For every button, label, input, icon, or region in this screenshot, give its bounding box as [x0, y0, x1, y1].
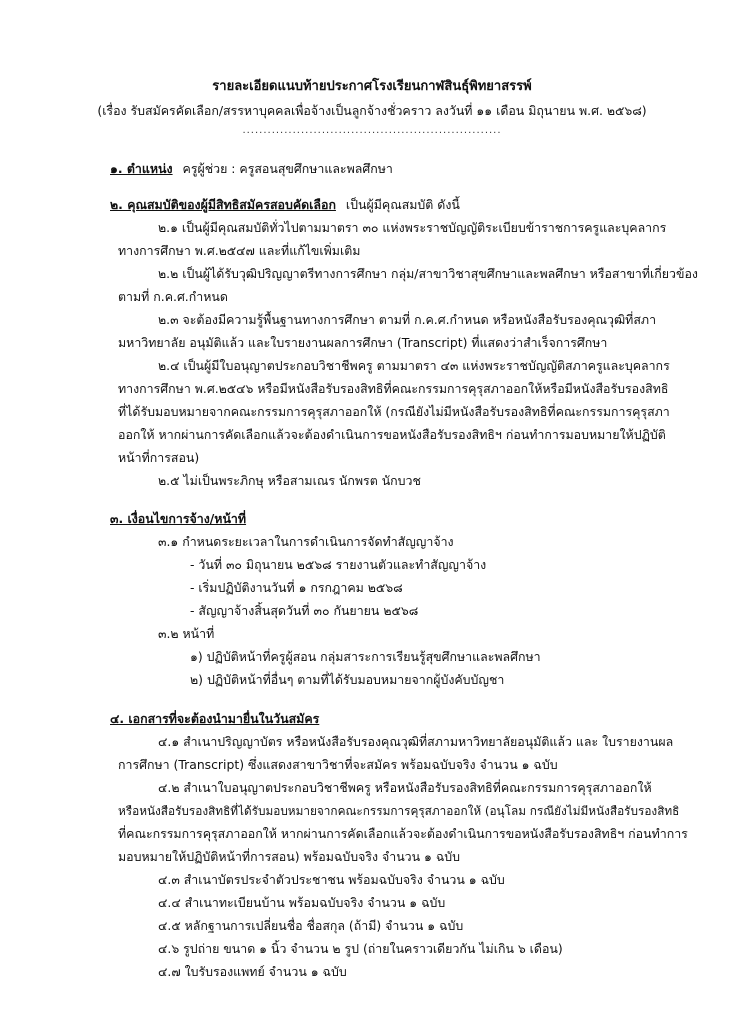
section-2-heading: ๒. คุณสมบัติของผู้มีสิทธิสมัครสอบคัดเลือก: [110, 197, 336, 212]
section-3-line: - วันที่ ๓๐ มิถุนายน ๒๕๖๘ รายงานตัวและทำสัญญาจ้าง: [190, 557, 487, 572]
section-2-line: ที่ได้รับมอบหมายจากคณะกรรมการคุรุสภาออกให้ (กรณียังไม่มีหนังสือรับรองสิทธิที่คณะกรรมการคุรุสภา: [118, 404, 670, 419]
section-4-heading: ๔. เอกสารที่จะต้องนำมายื่นในวันสมัคร: [110, 711, 320, 726]
section-2-line: ๒.๔ เป็นผู้มีใบอนุญาตประกอบวิชาชีพครู ตามมาตรา ๔๓ แห่งพระราชบัญญัติสภาครูและบุคลากร: [158, 358, 670, 373]
section-2-line: หน้าที่การสอน): [118, 450, 200, 465]
page-title: รายละเอียดแนบท้ายประกาศโรงเรียนกาฬสินธุ์พิทยาสรรพ์: [212, 79, 532, 94]
section-4-line: หรือหนังสือรับรองสิทธิที่ได้รับมอบหมายจากคณะกรรมการคุรุสภาออกให้ (อนุโลม กรณียังไม่มีหนังสือรับรองสิทธิ: [118, 804, 680, 818]
section-2: [110, 194, 460, 216]
section-3-line: - สัญญาจ้างสิ้นสุดวันที่ ๓๐ กันยายน ๒๕๖๘: [190, 603, 419, 618]
section-3-line: ๑) ปฏิบัติหน้าที่ครูผู้สอน กลุ่มสาระการเรียนรู้สุขศึกษาและพลศึกษา: [190, 649, 541, 664]
section-3-heading: ๓. เงื่อนไขการจ้าง/หน้าที่: [110, 511, 247, 526]
section-3-line: ๓.๑ กำหนดระยะเวลาในการดำเนินการจัดทำสัญญาจ้าง: [158, 534, 454, 549]
section-2-line: ออกให้ หากผ่านการคัดเลือกแล้วจะต้องดำเนินการขอหนังสือรับรองสิทธิฯ ก่อนทำการมอบหมายให้ปฏิบัติ: [118, 427, 666, 442]
section-4-line: มอบหมายให้ปฏิบัติหน้าที่การสอน) พร้อมฉบับจริง จำนวน ๑ ฉบับ: [118, 849, 461, 864]
section-2-line: ตามที่ ก.ค.ศ.กำหนด: [118, 289, 228, 304]
section-1-text: ครูผู้ช่วย : ครูสอนสุขศึกษาและพลศึกษา: [182, 161, 393, 176]
section-4-line: ๔.๓ สำเนาบัตรประจำตัวประชาชน พร้อมฉบับจริง จำนวน ๑ ฉบับ: [158, 872, 505, 887]
section-4-line: ๔.๔ สำเนาทะเบียนบ้าน พร้อมฉบับจริง จำนวน ๑ ฉบับ: [158, 895, 446, 910]
section-2-line: ทางการศึกษา พ.ศ.๒๕๔๗ และที่แก้ไขเพิ่มเติม: [118, 243, 361, 258]
section-4-line: ๔.๗ ใบรับรองแพทย์ จำนวน ๑ ฉบับ: [158, 964, 347, 979]
section-4-line: ที่คณะกรรมการคุรุสภาออกให้ หากผ่านการคัดเลือกแล้วจะต้องดำเนินการขอหนังสือรับรองสิทธิฯ ก่อนทำการ: [118, 826, 688, 841]
separator-dots: ..............................................................: [242, 125, 502, 136]
section-4-line: การศึกษา (Transcript) ซึ่งแสดงสาขาวิชาที่จะสมัคร พร้อมฉบับจริง จำนวน ๑ ฉบับ: [118, 757, 558, 772]
section-4-line: ๔.๖ รูปถ่าย ขนาด ๑ นิ้ว จำนวน ๒ รูป (ถ่ายในคราวเดียวกัน ไม่เกิน ๖ เดือน): [158, 941, 563, 956]
section-2-line: ๒.๓ จะต้องมีความรู้พื้นฐานทางการศึกษา ตามที่ ก.ค.ศ.กำหนด หรือหนังสือรับรองคุณวุฒิที่สภา: [158, 312, 657, 327]
section-2-line: ทางการศึกษา พ.ศ.๒๕๔๖ หรือมีหนังสือรับรองสิทธิที่คณะกรรมการคุรุสภาออกให้หรือมีหนังสือรับรองสิทธิ: [118, 381, 669, 396]
section-1-heading: ๑. ตำแหน่ง: [110, 161, 173, 176]
section-3-line: ๓.๒ หน้าที่: [158, 626, 215, 641]
section-2-line: ๒.๒ เป็นผู้ได้รับวุฒิปริญญาตรีทางการศึกษา กลุ่ม/สาขาวิชาสุขศึกษาและพลศึกษา หรือสาขาที่เกี่ยวข้อง: [158, 266, 698, 281]
section-3-line: - เริ่มปฏิบัติงานวันที่ ๑ กรกฎาคม ๒๕๖๘: [190, 580, 403, 595]
section-4-line: ๔.๑ สำเนาปริญญาบัตร หรือหนังสือรับรองคุณวุฒิที่สภามหาวิทยาลัยอนุมัติแล้ว และ ใบรายงานผล: [158, 734, 674, 749]
section-4-line: ๔.๒ สำเนาใบอนุญาตประกอบวิชาชีพครู หรือหนังสือรับรองสิทธิที่คณะกรรมการคุรุสภาออกให้: [158, 780, 652, 795]
section-4-line: ๔.๕ หลักฐานการเปลี่ยนชื่อ ชื่อสกุล (ถ้ามี) จำนวน ๑ ฉบับ: [158, 918, 464, 933]
section-2-heading-tail: เป็นผู้มีคุณสมบัติ ดังนี้: [345, 197, 460, 212]
section-2-line: ๒.๕ ไม่เป็นพระภิกษุ หรือสามเณร นักพรต นักบวช: [158, 473, 421, 488]
page-subtitle: (เรื่อง รับสมัครคัดเลือก/สรรหาบุคคลเพื่อจ้างเป็นลูกจ้างชั่วคราว ลงวันที่ ๑๑ เดือน มิถุนายน พ.ศ. ๒๕๖๘): [97, 103, 647, 118]
section-2-line: มหาวิทยาลัย อนุมัติแล้ว และใบรายงานผลการศึกษา (Transcript) ที่แสดงว่าสำเร็จการศึกษา: [118, 335, 608, 350]
section-3-line: ๒) ปฏิบัติหน้าที่อื่นๆ ตามที่ได้รับมอบหมายจากผู้บังคับบัญชา: [190, 672, 505, 687]
section-1: [110, 158, 393, 180]
section-2-line: ๒.๑ เป็นผู้มีคุณสมบัติทั่วไปตามมาตรา ๓๐ แห่งพระราชบัญญัติระเบียบข้าราชการครูและบุคลากร: [158, 220, 667, 235]
